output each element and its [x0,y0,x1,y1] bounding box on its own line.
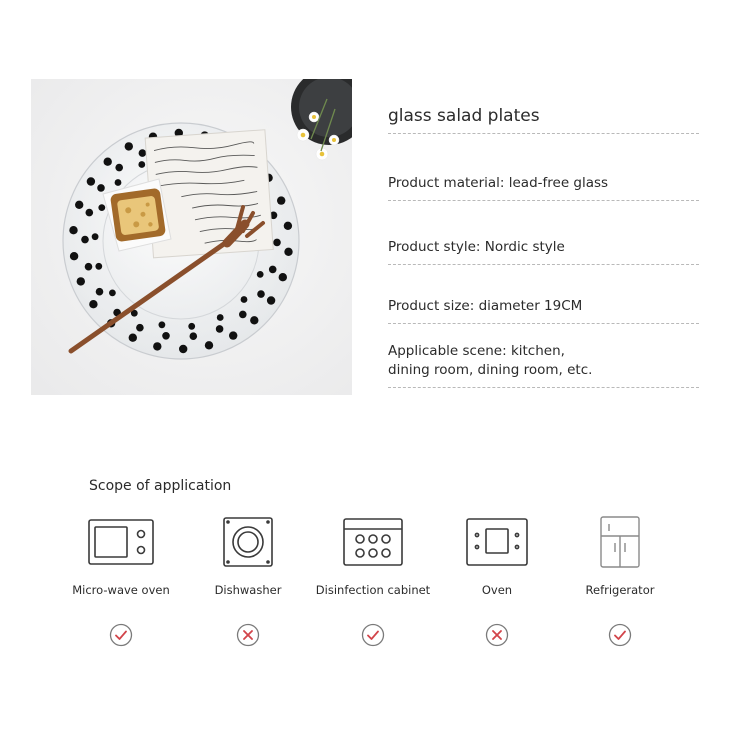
divider [388,200,699,201]
scope-item-disinfection-cabinet [313,514,433,647]
cross-icon [188,623,308,647]
divider [388,323,699,324]
spec-size-row [388,297,699,324]
scope-item-label: Disinfection cabinet [315,583,431,597]
cross-icon [437,623,557,647]
check-icon [313,623,433,647]
scope-item-label: Dishwasher [214,583,282,597]
scope-item-microwave [61,514,181,647]
spec-material: Product material: lead-free glass [388,175,609,191]
dishwasher-icon [188,514,308,570]
spec-size: Product size: diameter 19CM [388,298,583,314]
divider [388,264,699,265]
scope-item-label: Oven [481,583,513,597]
spec-style-row [388,238,699,265]
spec-scene-row [388,342,699,388]
oven-icon [437,514,557,570]
scope-item-label: Micro-wave oven [72,583,170,597]
product-title-row [388,107,699,134]
product-title: glass salad plates [388,106,540,126]
scope-item-refrigerator [560,514,680,647]
disinfection-cabinet-icon [313,514,433,570]
spec-scene: Applicable scene: kitchen, dining room, dining room, etc. [388,343,593,378]
scope-title: Scope of application [89,478,232,494]
refrigerator-icon [560,514,680,570]
check-icon [61,623,181,647]
spec-style: Product style: Nordic style [388,239,565,255]
product-photo [31,79,352,395]
divider [388,387,699,388]
scope-item-oven [437,514,557,647]
check-icon [560,623,680,647]
scope-item-label: Refrigerator [585,583,655,597]
microwave-icon [61,514,181,570]
spec-material-row [388,174,699,201]
scope-item-dishwasher [188,514,308,647]
divider [388,133,699,134]
